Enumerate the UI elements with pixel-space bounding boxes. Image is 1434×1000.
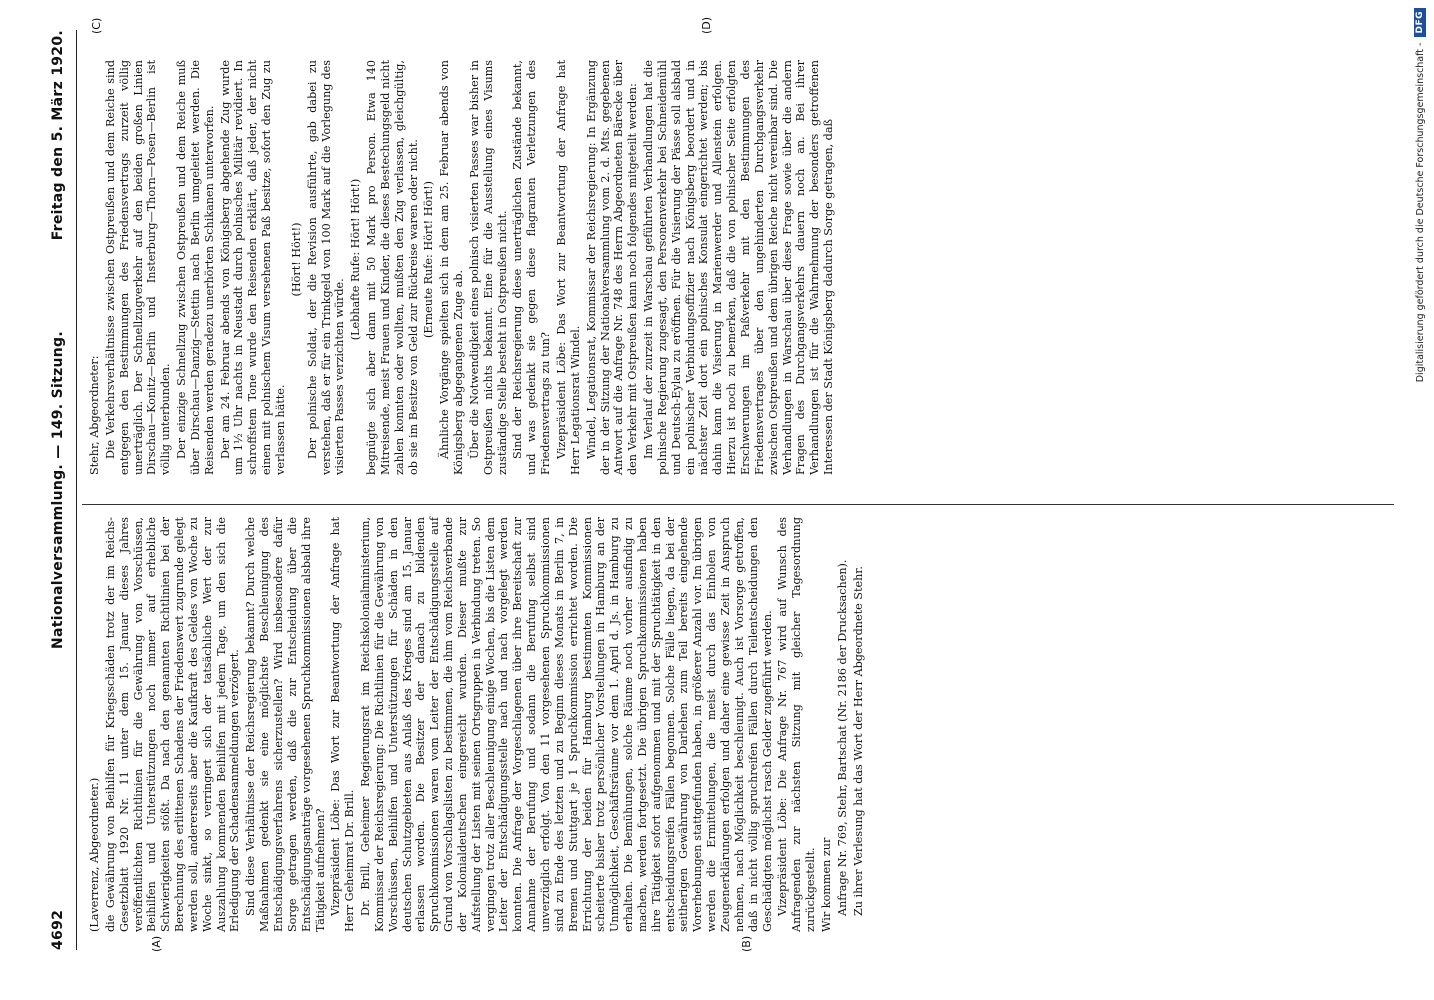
paragraph: Der am 24. Februar abends von Königsberg abgehende Zug wurde um 1½ Uhr nachts in Neustadt durch polnisches Militär revidiert. In schroffstem Tone wurde den Reisenden erklärt, daß jeder, der nicht einen mit polnischem Visum versehenen Paß besitze, sofort den Zug zu verlassen hätte. — [218, 60, 287, 475]
margin-marker-a: (A) — [150, 935, 163, 952]
right-column — [88, 60, 838, 475]
paragraph: Dr. Brill, Geheimer Regierungsrat im Reichskolonialministerium, Kommissar der Reichsregierung: Die Richtlinien für die Gewährung von Vorschüssen, Beihilfen und Unterstützungen für Schäden in den deutschen Schutzgebieten aus Anlaß des Krieges sind am 15. Januar erlassen worden. Die Besitzer der danach zu bildenden Spruchkommissionen waren vom Leiter der Entschädigungsstelle auf Grund von Vorschlagslisten zu bestimmen, die ihm vom Reichsverbande der Kolonialdeutschen eingereicht wurden. Dieser mußte zur Aufstellung der Listen mit seinen Ortsgruppen in Verbindung treten. So vergingen trotz aller Beschleunigung einige Wochen, bis die Listen dem Leiter der Entschädigungsstelle nach und nach vorgelegt werden konnten. Die Anfrage der Vorgeschlagenen über ihre Bereitschaft zur Annahme der Berufung und sodann die Berufung selbst sind unverzüglich erfolgt. Von den 11 vorgesehenen Spruchkommissionen sind zu Ende des letzten und zu Beginn dieses Monats in Berlin 7, in Bremen und Stuttgart je 1 Spruchkommission errichtet worden. Die Errichtung der beiden für Hamburg bestimmten Kommissionen scheiterte bisher trotz persönlicher Vorstellungen in Hamburg an der Unmöglichkeit, Geschäftsräume vor dem 1. April d. Js. in Hamburg zu erhalten. Die Bemühungen, solche Räume noch vorher ausfindig zu machen, werden fortgesetzt. Die übrigen Spruchkommissionen haben ihre Tätigkeit sofort aufgenommen und mit der Spruchtätigkeit in den entscheidungsreifen Fällen begonnen. Solche Fälle liegen, da bei der seitherigen Gewährung von Darlehen zum Teil bereits eingehende Vorerhebungen stattgefunden haben, in größerer Anzahl vor. Im übrigen werden die Ermittelungen, die meist durch das Einholen von Zeugenerklärungen erfolgen und daher eine gewisse Zeit in Anspruch nehmen, nach Möglichkeit beschleunigt. Auch ist Vorsorge getroffen, daß in nicht völlig spruchreifen Fällen durch Teilentscheidungen den Geschädigten möglichst rasch Gelder zugeführt werden. — [359, 517, 774, 932]
paragraph: Ähnliche Vorgänge spielten sich in dem am 25. Februar abends von Königsberg abgegangenen Zuge ab. — [438, 60, 466, 475]
session-title: Nationalversammlung. — 149. Sitzung. — [50, 331, 66, 649]
paragraph: Wir kommen zur — [819, 837, 833, 932]
paragraph: Vizepräsident Löbe: Das Wort zur Beantwortung der Anfrage hat Herr Geheimrat Dr. Brill. — [329, 517, 357, 932]
interjection: (Hört! Hört!) — [289, 222, 303, 297]
interjection: (Erneute Rufe: Hört! Hört!) — [422, 181, 436, 338]
paragraph: Über die Notwendigkeit eines polnisch visierten Passes war bisher in Ostpreußen nichts bekannt. Eine für die Ausstellung eines Visums zuständige Stelle besteht in Ostpreußen nicht. — [467, 60, 509, 475]
paragraph: Der einzige Schnellzug zwischen Ostpreußen und dem Reiche muß über Dirschau—Danzig—Stettin nach Berlin umgeleitet werden. Die Reisenden werden geradezu unerhörten Schikanen unterworfen. — [175, 60, 216, 475]
column-divider — [82, 504, 1394, 505]
page-header — [46, 30, 76, 950]
margin-marker-b: (B) — [740, 935, 753, 952]
speaker-continuation: (Laverrenz, Abgeordneter.) — [88, 777, 101, 932]
speaker-heading: Stehr, Abgeordneter: — [88, 355, 101, 475]
dfg-logo: DFG — [1414, 8, 1426, 37]
margin-marker-d: (D) — [700, 16, 713, 34]
paragraph: Sind der Reichsregierung diese unerträglichen Zustände bekannt, und was gedenkt sie gegen diese flagranten Verletzungen des Friedensvertrags zu tun? — [511, 60, 553, 475]
paragraph: Im Verlauf der zurzeit in Warschau geführten Verhandlungen hat die polnische Regierung zugesagt, den Personenverkehr bei Schneidemühl und Deutsch-Eylau zu eröffnen. Für die Visierung der Pässe soll alsbald ein polnischer Verbindungsoffizier nach Königsberg beordert und in nächster Zeit dort ein polnisches Konsulat eingerichtet werden; bis dahin kann die Visierung in Marienwerder und Allenstein erfolgen. Hierzu ist noch zu bemerken, daß die von polnischer Seite erfolgten Erschwerungen im Paßverkehr mit den Bestimmungen des Friedensvertrages über den ungehinderten Durchgangsverkehr zwischen Ostpreußen und dem übrigen Reiche nicht vereinbar sind. Die Verhandlungen in Warschau über diese Frage sowie über die andern Fragen des Durchgangsverkehrs dauern noch an. Bei ihrer Verhandlungen ist für die Wahrnehmung der besonders getroffenen Interessen der Stadt Königsberg dadurch Sorge getragen, daß — [642, 60, 836, 475]
paragraph: Vizepräsident Löbe: Das Wort zur Beantwortung der Anfrage hat Herr Legationsrat Windel. — [555, 60, 582, 475]
paragraph: Zu ihrer Verlesung hat das Wort der Herr Abgeordnete Stehr. — [851, 566, 865, 916]
interjection: (Lebhafte Rufe: Hört! Hört!) — [349, 178, 363, 341]
paragraph: Sind diese Verhältnisse der Reichsregierung bekannt? Durch welche Maßnahmen gedenkt sie eine möglichste Beschleunigung des Entschädigungsverfahrens sicherzustellen? Wird insbesondere dafür Sorge getragen werden, daß die zur Entscheidung über die Entschädigungsanträge vorgesehenen Spruchkommissionen alsbald ihre Tätigkeit aufnehmen? — [244, 517, 327, 932]
paragraph: Anfrage Nr. 769, Stehr, Bartschat (Nr. 2186 der Drucksachen). — [835, 559, 849, 916]
margin-marker-c: (C) — [90, 17, 103, 34]
paragraph: Der polnische Soldat, der die Revision ausführte, gab dabei zu verstehen, daß er für ein Trinkgeld von 100 Mark auf die Vorlegung des visierten Passes verzichten würde. — [305, 60, 347, 475]
digitization-text: Digitalisierung gefördert durch die Deutsche Forschungsgemeinschaft - — [1414, 42, 1426, 383]
paragraph: begnügte sich aber dann mit 50 Mark pro Person. Etwa 140 Mitreisende, meist Frauen und Kinder, die dieses Bestechungsgeld nicht zahlen konnten oder wollten, mußten den Zug verlassen, gleichgültig, ob sie im Besitze von Geld zur Rückreise waren oder nicht. — [365, 60, 420, 475]
digitization-note — [1408, 8, 1430, 992]
header-rule — [76, 30, 77, 950]
left-column — [88, 517, 867, 932]
paragraph: Windel, Legationsrat, Kommissar der Reichsregierung: In Ergänzung der in der Sitzung der Nationalversammlung vom 2. d. Mts. gegebenen Antwort auf die Anfrage Nr. 748 des Herrn Abgeordneten Bärecke über den Verkehr mit Ostpreußen kann noch folgendes mitgeteilt werden: — [584, 60, 640, 475]
paragraph: Die Verkehrsverhältnisse zwischen Ostpreußen und dem Reiche sind entgegen den Bestimmungen des Friedensvertrags zurzeit völlig unerträglich. Der Schnellzugverkehr auf den beiden großen Linien Dirschau—Konitz—Berlin und Insterburg—Thorn—Posen—Berlin ist völlig unterbunden. — [103, 60, 173, 475]
page-number: 4692 — [50, 909, 66, 950]
session-date: Freitag den 5. März 1920. — [50, 30, 66, 241]
paragraph: Vizepräsident Löbe: Die Anfrage Nr. 767 wird auf Wunsch des Anfragenden zur nächsten Sitzung mit gleicher Tagesordnung zurückgestellt. — [776, 517, 818, 932]
paragraph: die Gewährung von Beihilfen für Kriegsschäden trotz der im Reichs-Gesetzblatt 1920 Nr. 11 unter dem 15. Januar dieses Jahres veröffentlichten Richtlinien für die Gewährung von Vorschüssen, Beihilfen und Unterstützungen noch immer auf erhebliche Schwierigkeiten stößt. Da nach den genannten Richtlinien bei der Berechnung des erlittenen Schadens der Friedenswert zugrunde gelegt werden soll, andererseits aber die Kaufkraft des Geldes von Woche zu Woche sinkt, so verringert sich der tatsächliche Wert der zur Auszahlung kommenden Beihilfen mit jedem Tage, um den sich die Erledigung der Schadensanmeldungen verzögert. — [103, 517, 242, 932]
